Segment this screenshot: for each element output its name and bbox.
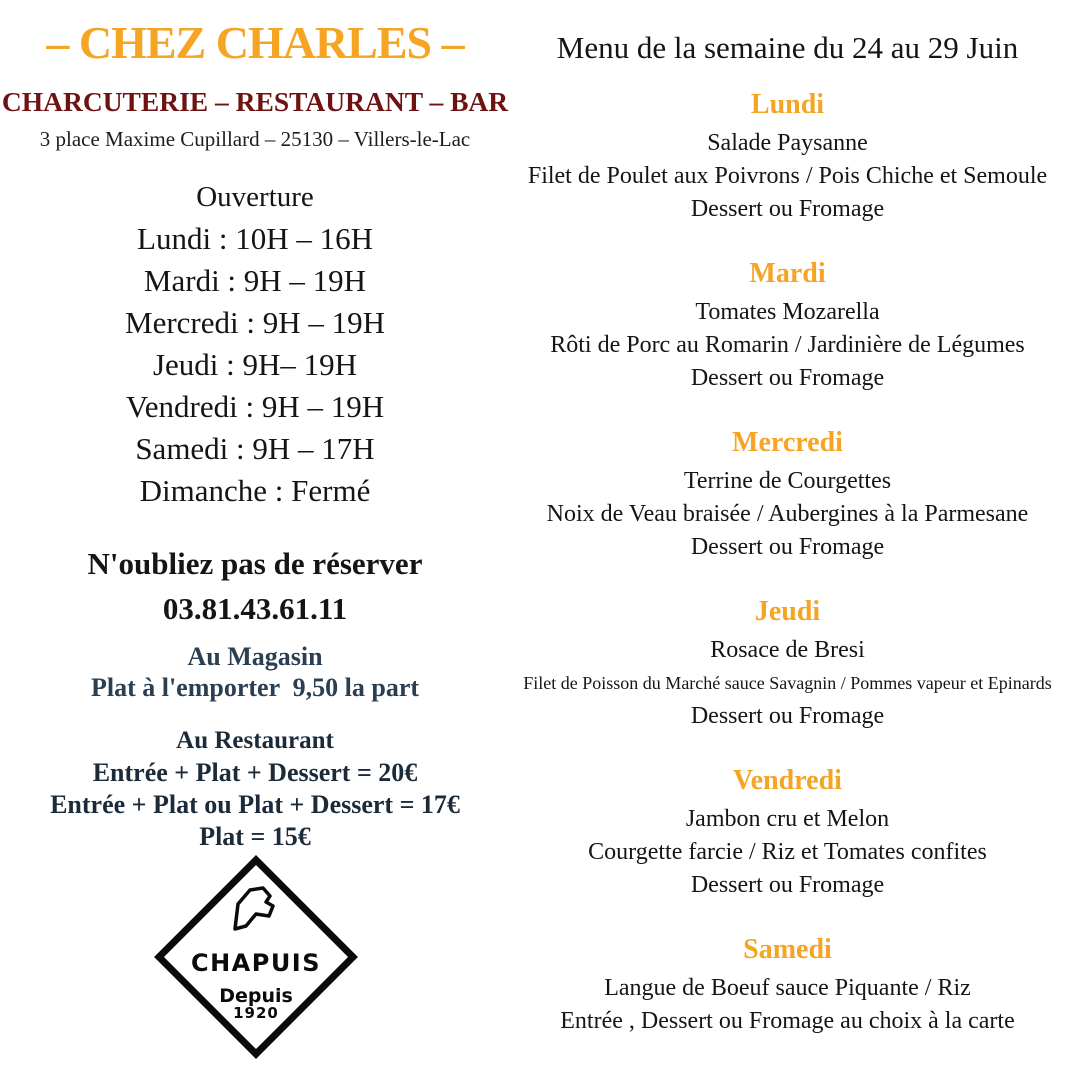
restaurant-pricing-heading: Au Restaurant xyxy=(176,727,334,754)
restaurant-pricing-list xyxy=(0,757,510,853)
dish-line: Rosace de Bresi xyxy=(710,637,865,663)
logo-depuis-text: Depuis xyxy=(219,985,293,1007)
opening-hours-line: Lundi : 10H – 16H xyxy=(137,221,373,256)
reservation-text: N'oubliez pas de réserver xyxy=(87,546,423,581)
shop-heading: Au Magasin xyxy=(187,642,323,671)
day-heading: Mardi xyxy=(749,258,826,289)
dish-line: Dessert ou Fromage xyxy=(690,365,885,391)
dish-line: Courgette farcie / Riz et Tomates confites xyxy=(588,839,987,865)
dish-line: Terrine de Courgettes xyxy=(683,468,892,494)
dish-line: Filet de Poulet aux Poivrons / Pois Chiche et Semoule xyxy=(527,163,1048,189)
opening-hours-line: Mercredi : 9H – 19H xyxy=(125,305,385,340)
day-heading: Lundi xyxy=(750,89,825,120)
day-section xyxy=(520,933,1055,1080)
dish-line: Langue de Boeuf sauce Piquante / Riz xyxy=(604,975,971,1001)
dish-line: Noix de Veau braisée / Aubergines à la Parmesane xyxy=(546,501,1029,527)
weekly-menu-title: Menu de la semaine du 24 au 29 Juin xyxy=(556,30,1019,65)
day-section xyxy=(520,257,1055,426)
restaurant-type: CHARCUTERIE – RESTAURANT – BAR xyxy=(1,86,509,117)
opening-hours-heading: Ouverture xyxy=(196,181,314,213)
shop-info xyxy=(0,641,510,703)
dish-line: Dessert ou Fromage xyxy=(690,872,885,898)
opening-hours-line: Jeudi : 9H– 19H xyxy=(152,347,358,382)
phone-number: 03.81.43.61.11 xyxy=(162,591,348,626)
opening-hours-line: Mardi : 9H – 19H xyxy=(143,263,367,298)
dish-line: Jambon cru et Melon xyxy=(685,806,890,832)
takeaway-price: Plat à l'emporter 9,50 la part xyxy=(90,673,420,702)
logo-brand-text: CHAPUIS xyxy=(190,949,322,977)
restaurant-name: – CHEZ CHARLES – xyxy=(46,17,464,68)
menu-price-line: Entrée + Plat ou Plat + Dessert = 17€ xyxy=(50,790,460,819)
dish-line: Entrée , Dessert ou Fromage au choix à la carte xyxy=(560,1008,1015,1034)
day-heading: Jeudi xyxy=(754,596,821,627)
logo-year-text: 1920 xyxy=(233,1004,279,1022)
menu-price-line: Plat = 15€ xyxy=(199,822,311,851)
day-section xyxy=(520,595,1055,764)
dish-line: Filet de Poisson du Marché sauce Savagnin / Pommes vapeur et Epinards xyxy=(523,673,1052,693)
day-section xyxy=(520,88,1055,257)
weekly-menu-days xyxy=(520,88,1055,1080)
menu-price-line: Entrée + Plat + Dessert = 20€ xyxy=(92,758,418,787)
dish-line: Dessert ou Fromage xyxy=(690,703,885,729)
day-heading: Samedi xyxy=(743,934,832,965)
opening-hours-line: Samedi : 9H – 17H xyxy=(135,431,375,466)
reservation-note xyxy=(0,541,510,631)
dish-line: Tomates Mozarella xyxy=(695,299,880,325)
chapuis-logo xyxy=(154,855,358,1059)
opening-hours-line: Vendredi : 9H – 19H xyxy=(125,389,385,424)
opening-hours-line: Dimanche : Fermé xyxy=(139,473,371,508)
dish-line: Salade Paysanne xyxy=(707,130,868,156)
day-section xyxy=(520,426,1055,595)
dish-line: Dessert ou Fromage xyxy=(690,196,885,222)
restaurant-pricing xyxy=(0,724,510,853)
day-section xyxy=(520,764,1055,933)
opening-hours-list xyxy=(0,218,510,512)
day-heading: Vendredi xyxy=(733,765,842,796)
day-heading: Mercredi xyxy=(732,427,843,458)
dish-line: Rôti de Porc au Romarin / Jardinière de Légumes xyxy=(550,332,1025,358)
dish-line: Dessert ou Fromage xyxy=(690,534,885,560)
address: 3 place Maxime Cupillard – 25130 – Villers-le-Lac xyxy=(39,127,471,151)
